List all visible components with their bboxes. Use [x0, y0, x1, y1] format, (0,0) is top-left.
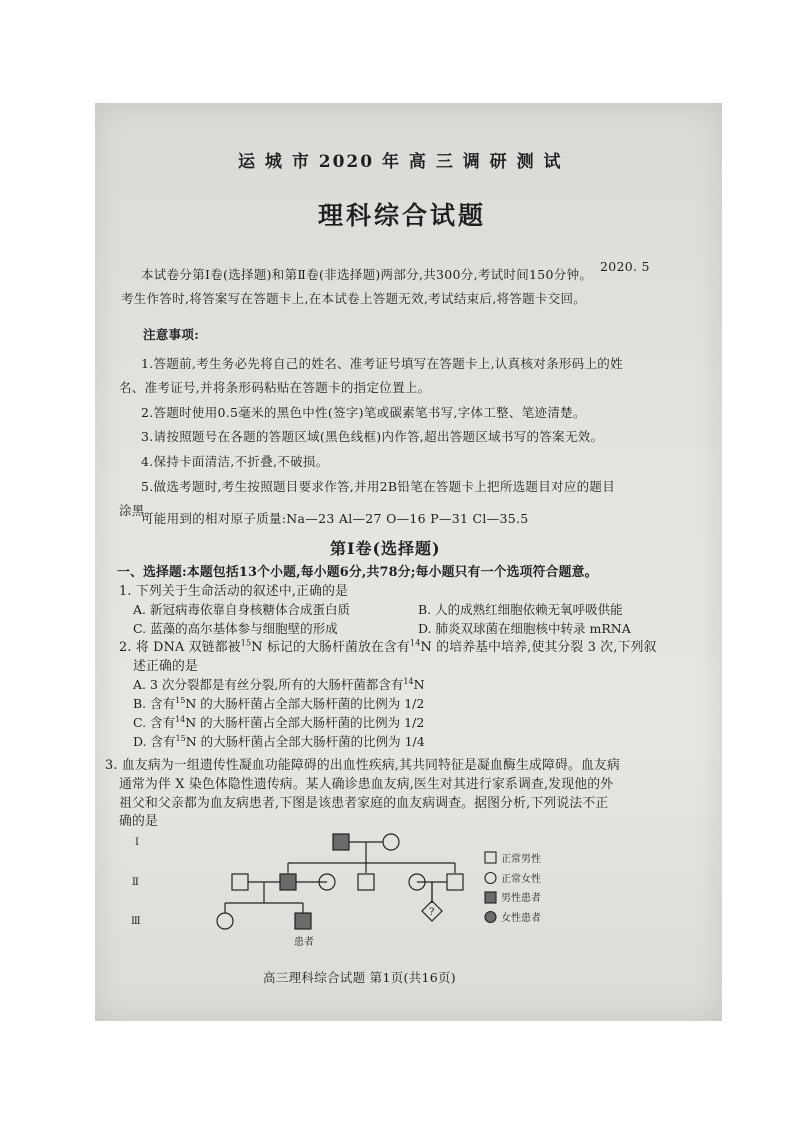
- patient-label: 患者: [294, 937, 314, 948]
- notice-item-2: 2.答题时使用0.5毫米的黑色中性(签字)笔或碳素笔书写,字体工整、笔迹清楚。: [141, 405, 586, 420]
- q1-option-a: A. 新冠病毒依靠自身核糖体合成蛋白质: [133, 602, 350, 617]
- legend-affected-male-label: 男性患者: [501, 893, 541, 904]
- unknown-question-mark: ?: [429, 907, 435, 918]
- q3-line-3: 祖父和父亲都为血友病患者,下图是该患者家庭的血友病调查。据图分析,下列说法不正: [119, 796, 609, 811]
- notice-item-1-cont: 名、准考证号,并将条形码粘贴在答题卡的指定位置上。: [119, 380, 431, 395]
- notice-item-3: 3.请按照题号在各题的答题区域(黑色线框)内作答,超出答题区域书写的答案无效。: [141, 429, 604, 444]
- q2-stem-cont: 述正确的是: [133, 659, 198, 674]
- q1-option-b: B. 人的成熟红细胞依赖无氧呼吸供能: [418, 602, 623, 617]
- exam-subtitle: 理科综合试题: [318, 201, 487, 230]
- q3-line-1: 3. 血友病为一组遗传性凝血功能障碍的出血性疾病,其共同特征是凝血酶生成障碍。血友病: [105, 758, 621, 773]
- notice-item-1: 1.答题前,考生务必先将自己的姓名、准考证号填写在答题卡上,认真核对条形码上的姓: [141, 356, 623, 371]
- q2-option-b: B. 含有$^{15}$N 的大肠杆菌占全部大肠杆菌的比例为 1/2: [133, 695, 425, 711]
- exam-title: 运 城 市 2020 年 高 三 调 研 测 试: [238, 152, 563, 172]
- q1-option-c: C. 蓝藻的高尔基体参与细胞壁的形成: [133, 621, 338, 636]
- gen2-normal-male-symbol: [358, 874, 374, 890]
- notice-heading: 注意事项:: [143, 327, 200, 342]
- q1-option-d: D. 肺炎双球菌在细胞核中转录 mRNA: [418, 621, 631, 636]
- q2-option-c: C. 含有$^{14}$N 的大肠杆菌占全部大肠杆菌的比例为 1/2: [133, 714, 425, 730]
- q2-option-d: D. 含有$^{15}$N 的大肠杆菌占全部大肠杆菌的比例为 1/4: [133, 733, 425, 749]
- gen2-normal-male-symbol: [232, 874, 248, 890]
- section-instruction: 一、选择题:本题包括13个小题,每小题6分,共78分;每小题只有一个选项符合题意。: [117, 565, 598, 580]
- generation-label-1: Ⅰ: [135, 837, 139, 848]
- gen3-normal-female-symbol: [217, 913, 233, 929]
- exam-paper: [95, 103, 722, 1021]
- exam-date: 2020. 5: [600, 259, 650, 274]
- gen3-affected-male-patient-symbol: [295, 913, 311, 929]
- legend-affected-female-icon: [485, 912, 496, 923]
- section-title: 第Ⅰ卷(选择题): [330, 539, 441, 558]
- intro-line-2: 考生作答时,将答案写在答题卡上,在本试卷上答题无效,考试结束后,将答题卡交回。: [121, 291, 587, 306]
- atomic-mass-line: 可能用到的相对原子质量:Na—23 Al—27 O—16 P—31 Cl—35.5: [141, 511, 529, 526]
- legend-normal-female-icon: [485, 873, 496, 884]
- generation-label-3: Ⅲ: [131, 916, 141, 927]
- gen2-normal-male-symbol: [447, 874, 463, 890]
- legend-affected-female-label: 女性患者: [501, 913, 541, 924]
- gen1-affected-male-symbol: [333, 834, 349, 850]
- notice-item-5-cont: 涂黑。: [119, 503, 158, 518]
- q2-option-a: A. 3 次分裂都是有丝分裂,所有的大肠杆菌都含有$^{14}$N: [133, 676, 425, 692]
- legend-normal-female-label: 正常女性: [501, 874, 541, 885]
- legend-affected-male-icon: [485, 892, 496, 903]
- page-footer: 高三理科综合试题 第1页(共16页): [263, 970, 456, 985]
- gen2-affected-male-symbol: [280, 874, 296, 890]
- q1-stem: 1. 下列关于生命活动的叙述中,正确的是: [119, 584, 349, 599]
- legend-normal-male-label: 正常男性: [501, 854, 541, 865]
- gen1-normal-female-symbol: [383, 834, 399, 850]
- q3-line-2: 通常为伴 X 染色体隐性遗传病。某人确诊患血友病,医生对其进行家系调查,发现他的外: [119, 777, 614, 792]
- q3-line-4: 确的是: [119, 814, 158, 829]
- q2-stem: 2. 将 DNA 双链都被$^{15}$N 标记的大肠杆菌放在含有$^{14}$N 的培养基中培养,使其分裂 3 次,下列叙: [119, 638, 657, 655]
- intro-line-1: 本试卷分第Ⅰ卷(选择题)和第Ⅱ卷(非选择题)两部分,共300分,考试时间150分钟。: [141, 267, 593, 282]
- notice-item-5: 5.做选考题时,考生按照题目要求作答,并用2B铅笔在答题卡上把所选题目对应的题目: [141, 479, 616, 494]
- legend-normal-male-icon: [485, 852, 496, 863]
- generation-label-2: Ⅱ: [132, 877, 139, 888]
- pedigree-chart: [95, 821, 722, 951]
- notice-item-4: 4.保持卡面清洁,不折叠,不破损。: [141, 454, 329, 469]
